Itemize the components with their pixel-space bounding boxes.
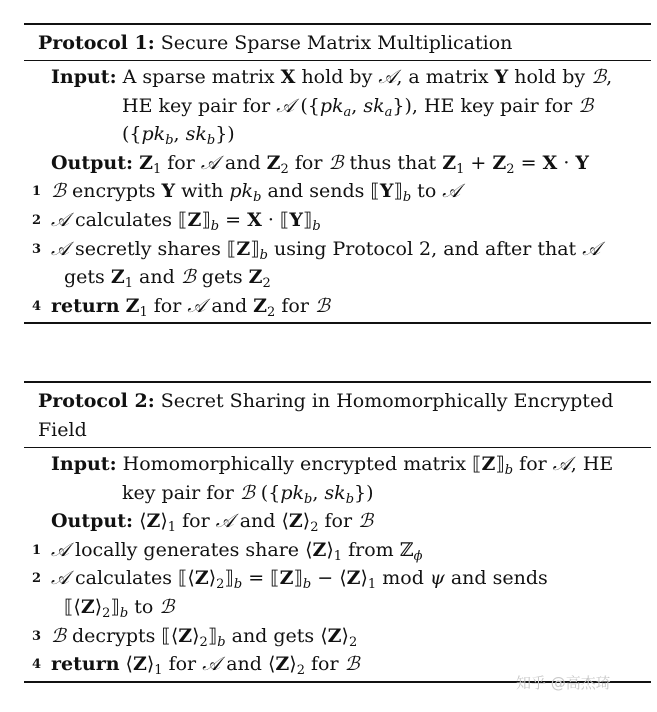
- line-text: ℬ encrypts Y with $pk_b$ and sends $⟦Y⟧_b$ to 𝒜: [51, 180, 461, 206]
- step-number: 4: [32, 298, 42, 314]
- step-number: 3: [32, 628, 42, 644]
- protocol-1-box: [24, 23, 651, 324]
- protocol-1-line: [24, 235, 651, 264]
- protocol-1-line: [24, 206, 651, 235]
- protocol-1-line: [24, 92, 651, 121]
- line-text: 𝒜 calculates $⟦Z⟧_b = X$ · $⟦Y⟧_b$: [51, 208, 321, 234]
- protocol-1-line: [24, 177, 651, 206]
- line-text: Input: Homomorphically encrypted matrix $⟦Z⟧_b$ for 𝒜, HE: [51, 453, 614, 478]
- step-number: 4: [32, 657, 42, 673]
- protocol-2-line: [24, 450, 651, 479]
- line-text: return $Z_1$ for 𝒜 and $Z_2$ for ℬ: [51, 294, 330, 320]
- protocol-2-line: [24, 593, 651, 622]
- protocol-1-line: [24, 63, 651, 92]
- line-text: Output: $Z_1$ for 𝒜 and $Z_2$ for ℬ thus that $Z_1 + Z_2 = X \cdot Y$: [51, 151, 589, 177]
- line-text: HE key pair for 𝒜 ({$pk_a$, $sk_a$}), HE key pair for ℬ: [122, 94, 594, 120]
- step-number: 1: [32, 542, 42, 558]
- protocol-2-box: [24, 381, 651, 683]
- protocol-2-body: [24, 448, 651, 681]
- protocol-1-line: [24, 263, 651, 292]
- line-text: return $⟨Z⟩_1$ for 𝒜 and $⟨Z⟩_2$ for ℬ: [51, 653, 360, 679]
- protocol-1-title: [24, 25, 651, 60]
- line-text: Output: $⟨Z⟩_1$ for 𝒜 and $⟨Z⟩_2$ for ℬ: [51, 510, 374, 536]
- protocol-1-body: [24, 61, 651, 322]
- line-text: 𝒜 locally generates share $⟨Z⟩_1$ from ℤ$_\phi$: [51, 538, 423, 564]
- protocol-1-line: [24, 292, 651, 321]
- line-text: gets $Z_1$ and ℬ gets $Z_2$: [64, 266, 271, 292]
- protocol-2-line: [24, 622, 651, 651]
- protocol-2-label: Protocol 2:: [38, 390, 155, 412]
- protocol-1-line: [24, 149, 651, 178]
- step-number: 1: [32, 184, 42, 200]
- protocol-2-line: [24, 507, 651, 536]
- protocol-2-line: [24, 564, 651, 593]
- protocol-2-line: [24, 536, 651, 565]
- line-text: ({$pk_b$, $sk_b$}): [122, 123, 235, 149]
- step-number: 3: [32, 241, 42, 257]
- line-text: ℬ decrypts $⟦⟨Z⟩_2⟧_b$ and gets $⟨Z⟩_2$: [51, 624, 358, 650]
- step-number: 2: [32, 212, 42, 228]
- step-number: 2: [32, 571, 42, 587]
- line-text: key pair for ℬ ({$pk_b$, $sk_b$}): [122, 481, 374, 507]
- line-text: $⟦⟨Z⟩_2⟧_b$ to ℬ: [64, 595, 175, 621]
- protocol-1-name: Secure Sparse Matrix Multiplication: [154, 32, 513, 54]
- line-text: Input: A sparse matrix X hold by 𝒜, a matrix Y hold by ℬ,: [51, 66, 613, 88]
- watermark: 知乎 @高杰琦: [516, 674, 611, 692]
- protocol-2-name: Secret Sharing in Homomorphically Encrypted: [154, 390, 614, 412]
- protocol-2-name-cont: Field: [38, 419, 87, 441]
- protocol-2-line: [24, 479, 651, 508]
- protocol-2-title: [24, 383, 651, 447]
- line-text: 𝒜 secretly shares $⟦Z⟧_b$ using Protocol 2, and after that 𝒜: [51, 237, 601, 263]
- protocol-1-line: [24, 120, 651, 149]
- protocol-1-label: Protocol 1:: [38, 32, 155, 54]
- bottom-rule: [24, 322, 651, 324]
- line-text: 𝒜 calculates $⟦⟨Z⟩_2⟧_b$ = $⟦Z⟧_b$ − $⟨Z⟩_1$ mod ψ and sends: [51, 567, 548, 593]
